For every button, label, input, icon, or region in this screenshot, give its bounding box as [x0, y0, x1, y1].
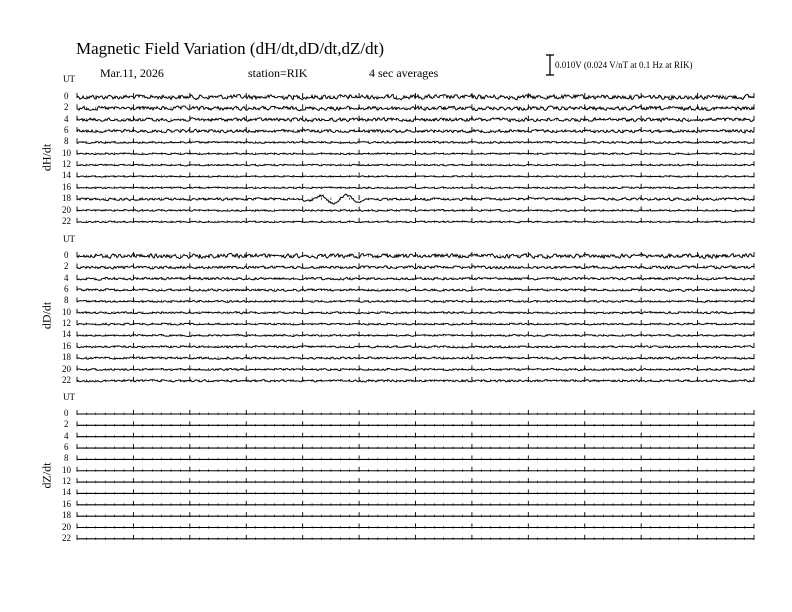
station-label: station=RIK	[248, 66, 308, 80]
date-label: Mar.11, 2026	[100, 66, 164, 80]
row-hour-label: 8	[64, 453, 69, 464]
row-hour-label: 22	[62, 374, 71, 385]
row-hour-label: 2	[64, 261, 69, 272]
row-hour-label: 16	[62, 498, 71, 509]
panel-ylabel: dD/dt	[39, 301, 54, 330]
row-hour-label: 14	[62, 170, 71, 181]
row-hour-label: 4	[64, 113, 69, 124]
row-hour-label: 22	[62, 215, 71, 226]
row-hour-label: 0	[64, 91, 69, 101]
row-hour-label: 20	[62, 363, 71, 374]
row-hour-label: 16	[62, 340, 71, 351]
signal-trace	[77, 221, 754, 223]
row-hour-label: 12	[62, 318, 71, 329]
row-hour-label: 18	[62, 510, 71, 521]
row-hour-label: 8	[64, 136, 69, 147]
ut-axis-label: UT	[63, 392, 75, 402]
row-hour-label: 12	[62, 159, 71, 170]
row-hour-label: 10	[62, 147, 71, 158]
row-hour-label: 2	[64, 419, 69, 430]
row-hour-label: 6	[64, 125, 69, 136]
row-hour-label: 16	[62, 181, 71, 192]
signal-trace	[77, 187, 754, 189]
row-hour-label: 10	[62, 464, 71, 475]
row-hour-label: 14	[62, 487, 71, 498]
row-hour-label: 18	[62, 352, 71, 363]
row-hour-label: 8	[64, 295, 69, 306]
row-hour-label: 6	[64, 442, 69, 453]
row-hour-label: 20	[62, 204, 71, 215]
row-hour-label: 6	[64, 284, 69, 295]
averaging-label: 4 sec averages	[369, 66, 439, 80]
row-hour-label: 4	[64, 272, 69, 283]
scale-bar-label: 0.010V (0.024 V/nT at 0.1 Hz at RIK)	[555, 60, 693, 70]
signal-trace	[77, 176, 754, 177]
chart-title: Magnetic Field Variation (dH/dt,dD/dt,dZ/dt)	[76, 39, 385, 58]
ut-axis-label: UT	[63, 74, 75, 84]
row-hour-label: 4	[64, 430, 69, 441]
panel-ylabel: dZ/dt	[39, 462, 54, 489]
row-hour-label: 2	[64, 102, 69, 113]
row-hour-label: 12	[62, 476, 71, 487]
row-hour-label: 22	[62, 532, 71, 543]
row-hour-label: 0	[64, 250, 69, 260]
row-hour-label: 20	[62, 521, 71, 532]
ut-axis-label: UT	[63, 234, 75, 244]
row-hour-label: 18	[62, 193, 71, 204]
row-hour-label: 10	[62, 306, 71, 317]
panel-ylabel: dH/dt	[39, 143, 54, 172]
row-hour-label: 14	[62, 329, 71, 340]
row-hour-label: 0	[64, 408, 69, 418]
